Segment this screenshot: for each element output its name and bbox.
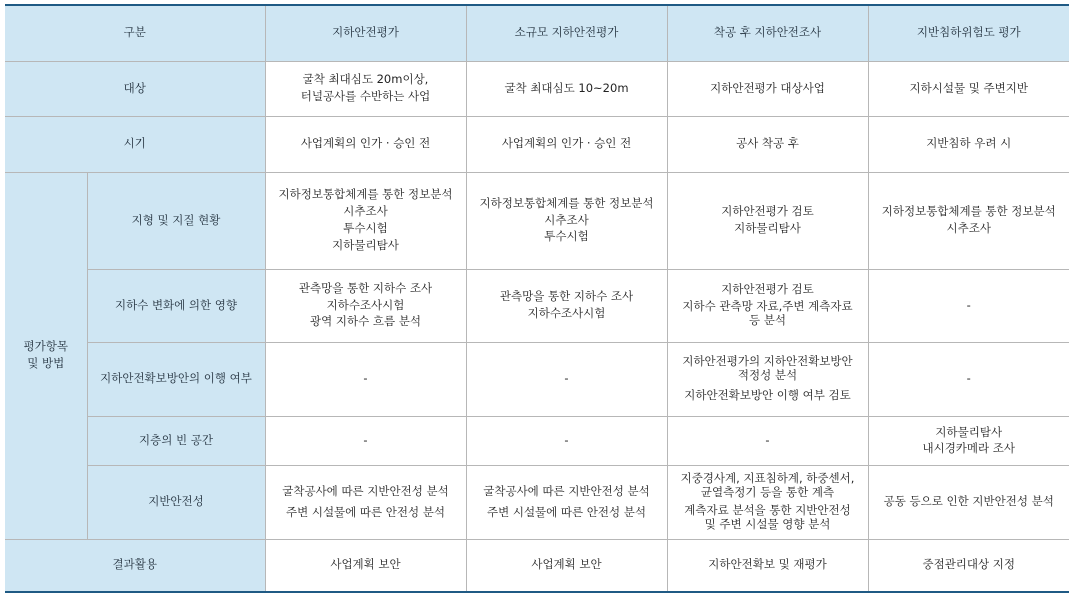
cell-line: 지하시설물 및 주변지반: [909, 80, 1028, 95]
row-voids: [5, 416, 1069, 465]
cell-line: 내시경카메라 조사: [922, 440, 1016, 455]
cell-stability-c2: [466, 465, 667, 539]
cell-result-c1: [265, 539, 466, 592]
cell-result-c2: [466, 539, 667, 592]
row-label-result: 결과활용: [5, 539, 265, 592]
header-small-scale-assessment: 소규모 지하안전평가: [466, 5, 667, 61]
cell-target-c3: [667, 61, 868, 116]
cell-line: 굴착 최대심도 10~20m: [504, 80, 629, 95]
header-row: [5, 5, 1069, 61]
row-result: [5, 539, 1069, 592]
cell-timing-c3: [667, 116, 868, 172]
comparison-table-wrapper: [5, 4, 1069, 593]
cell-line: 지하안전확보 및 재평가: [708, 557, 827, 572]
cell-line: -: [966, 297, 971, 312]
cell-groundwater-c1: [265, 269, 466, 342]
cell-line: 투수시험: [343, 221, 388, 235]
cell-line: 지하수조사시험: [326, 297, 405, 312]
cell-measures-c2: [466, 342, 667, 416]
cell-line: 지하안전확보방안 이행 여부 검토: [684, 387, 851, 402]
row-label-target: 대상: [5, 61, 265, 116]
group-label-line: 및 방법: [27, 356, 65, 370]
cell-line: 사업계획의 인가 · 승인 전: [501, 136, 632, 151]
cell-line: 사업계획의 인가 · 승인 전: [300, 136, 431, 151]
cell-line: 중점관리대상 지정: [922, 557, 1016, 572]
row-stability: [5, 465, 1069, 539]
cell-line: -: [966, 371, 971, 386]
cell-target-c2: [466, 61, 667, 116]
cell-timing-c2: [466, 116, 667, 172]
group-label-line: 평가항목: [23, 339, 68, 354]
row-label-terrain: 지형 및 지질 현황: [87, 172, 265, 269]
cell-voids-c3: [667, 416, 868, 465]
cell-line: 굴착공사에 따른 지반안전성 분석: [282, 483, 449, 498]
cell-stability-c4: [868, 465, 1069, 539]
cell-line: 시추조사: [946, 221, 991, 235]
cell-line: 등 분석: [749, 312, 786, 327]
row-timing: [5, 116, 1069, 172]
cell-line: 투수시험: [544, 229, 589, 244]
header-post-construction-survey: 착공 후 지하안전조사: [667, 5, 868, 61]
cell-measures-c1: [265, 342, 466, 416]
cell-line: 지하수조사시험: [527, 306, 606, 320]
cell-line: 균열측정기 등을 통한 계측: [700, 485, 835, 500]
cell-line: 주변 시설물에 따른 안전성 분석: [486, 504, 647, 519]
cell-groundwater-c4: [868, 269, 1069, 342]
cell-target-c4: [868, 61, 1069, 116]
cell-line: 및 주변 시설물 영향 분석: [704, 516, 831, 531]
cell-line: 지하정보통합체계를 통한 정보분석: [479, 195, 654, 210]
cell-line: 사업계획 보안: [531, 557, 602, 572]
cell-groundwater-c2: [466, 269, 667, 342]
row-label-groundwater: 지하수 변화에 의한 영향: [87, 269, 265, 342]
cell-line: -: [564, 432, 569, 447]
cell-line: 지하정보통합체계를 통한 정보분석: [881, 204, 1056, 219]
cell-line: 주변 시설물에 따른 안전성 분석: [285, 504, 446, 519]
cell-line: 시추조사: [544, 212, 589, 227]
cell-line: 지하안전평가 대상사업: [710, 80, 825, 95]
cell-voids-c2: [466, 416, 667, 465]
cell-target-c1: [265, 61, 466, 116]
cell-line: 지중경사계, 지표침하계, 하중센서,: [680, 471, 855, 486]
cell-groundwater-c3: [667, 269, 868, 342]
row-label-stability: 지반안전성: [87, 465, 265, 539]
row-label-voids: 지층의 빈 공간: [87, 416, 265, 465]
cell-line: 지하정보통합체계를 통한 정보분석: [278, 187, 453, 202]
cell-line: 지하물리탐사: [734, 221, 801, 235]
cell-line: 굴착 최대심도 20m이상,: [302, 72, 429, 87]
header-underground-safety-assessment: 지하안전평가: [265, 5, 466, 61]
cell-measures-c4: [868, 342, 1069, 416]
row-terrain: [5, 172, 1069, 269]
cell-line: 지하안전평가 검토: [721, 282, 814, 297]
cell-terrain-c1: [265, 172, 466, 269]
cell-line: 사업계획 보안: [330, 557, 401, 572]
cell-timing-c4: [868, 116, 1069, 172]
cell-line: 터널공사를 수반하는 사업: [300, 89, 431, 103]
cell-line: 광역 지하수 흐름 분석: [310, 314, 421, 329]
cell-line: 지하안전평가의 지하안전확보방안: [682, 354, 853, 369]
cell-result-c4: [868, 539, 1069, 592]
cell-line: 굴착공사에 따른 지반안전성 분석: [483, 483, 650, 498]
cell-line: 적정성 분석: [737, 368, 798, 383]
cell-timing-c1: [265, 116, 466, 172]
cell-line: 관측망을 통한 지하수 조사: [499, 289, 634, 304]
row-groundwater: [5, 269, 1069, 342]
cell-result-c3: [667, 539, 868, 592]
cell-line: 지하물리탐사: [332, 237, 399, 252]
cell-line: -: [564, 371, 569, 386]
cell-line: 계측자료 분석을 통한 지반안전성: [684, 503, 851, 517]
header-subsidence-risk-assessment: 지반침하위험도 평가: [868, 5, 1069, 61]
cell-line: -: [765, 432, 770, 447]
cell-line: 공사 착공 후: [736, 136, 799, 151]
cell-line: 시추조사: [343, 204, 388, 219]
row-label-timing: 시기: [5, 116, 265, 172]
row-target: [5, 61, 1069, 116]
cell-line: -: [363, 371, 368, 386]
cell-terrain-c3: [667, 172, 868, 269]
group-label-evaluation-items: [5, 172, 87, 539]
cell-terrain-c2: [466, 172, 667, 269]
cell-line: 지하물리탐사: [935, 424, 1003, 439]
underground-safety-comparison-table: [5, 4, 1069, 593]
row-label-measures: 지하안전확보방안의 이행 여부: [87, 342, 265, 416]
cell-stability-c1: [265, 465, 466, 539]
cell-measures-c3: [667, 342, 868, 416]
header-category: 구분: [5, 5, 265, 61]
cell-line: 지반침하 우려 시: [926, 136, 1012, 151]
cell-stability-c3: [667, 465, 868, 539]
cell-line: 공동 등으로 인한 지반안전성 분석: [883, 494, 1054, 509]
row-measures: [5, 342, 1069, 416]
cell-voids-c4: [868, 416, 1069, 465]
cell-line: -: [363, 432, 368, 447]
cell-line: 지하수 관측망 자료,주변 계측자료: [682, 299, 853, 314]
cell-line: 관측망을 통한 지하수 조사: [298, 280, 433, 295]
cell-voids-c1: [265, 416, 466, 465]
cell-line: 지하안전평가 검토: [721, 204, 814, 219]
cell-terrain-c4: [868, 172, 1069, 269]
